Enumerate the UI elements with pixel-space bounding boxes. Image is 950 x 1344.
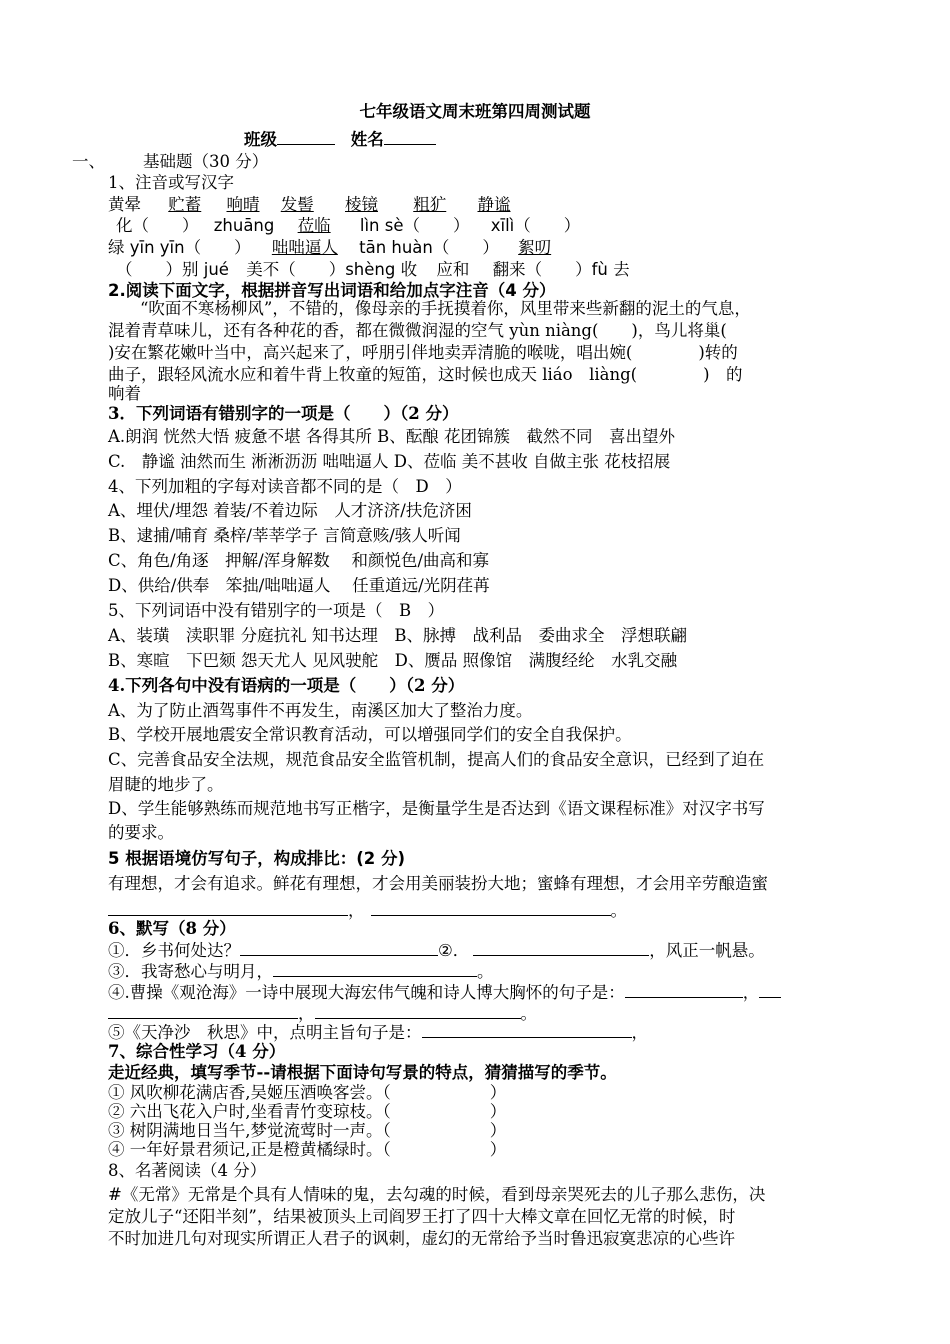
- part1-heading: 基础题（30 分）: [143, 152, 269, 171]
- q1-item: zhuāng: [213, 216, 275, 235]
- q8-line: 定放儿子“还阳半刻”，结果被顶头上司阎罗王打了四十大棒文章在回忆无常的时候，时: [108, 1207, 736, 1226]
- q4b-option: D、学生能够熟练而规范地书写正楷字，是衡量学生是否达到《语文课程标准》对汉字书写: [108, 799, 765, 818]
- q1-word: 发髻: [280, 195, 314, 214]
- q5b-line: 有理想，才会有追求。鲜花有理想，才会用美丽装扮大地；蜜蜂有理想，才会用辛劳酿造蜜: [108, 874, 768, 893]
- q1-word: 棱镜: [345, 195, 378, 214]
- q4b-option: 眉睫的地步了。: [108, 775, 224, 794]
- q6-text: 。: [520, 1004, 537, 1023]
- q4b-heading: 4.下列各句中没有语病的一项是（ ）（2 分）: [108, 676, 465, 695]
- q2-heading: 2.阅读下面文字，根据拼音写出词语和给加点字注音（4 分）: [108, 281, 556, 300]
- q6-blank[interactable]: [240, 938, 438, 956]
- q6-blank[interactable]: [273, 959, 477, 977]
- q1-item: （ ）别 jué: [116, 260, 229, 279]
- q4a-option: C、角色/角逐 押解/浑身解数 和颜悦色/曲高和寡: [108, 551, 490, 570]
- q1-item: tān huàn（ ）: [359, 238, 499, 257]
- q7-subheading: 走近经典，填写季节--请根据下面诗句写景的特点，猜猜描写的季节。: [108, 1063, 617, 1082]
- q8-line: #《无常》无常是个具有人情味的鬼，去勾魂的时候，看到母亲哭死去的儿子那么悲伤，决: [108, 1185, 766, 1204]
- q6-blank[interactable]: [473, 938, 649, 956]
- q6-text: ⑤《天净沙 秋思》中，点明主旨句子是：: [108, 1023, 422, 1042]
- q6-blank[interactable]: [422, 1020, 632, 1038]
- q1-row4: [116, 259, 630, 281]
- q1-word: 贮蓄: [168, 195, 202, 214]
- q1-word: 响晴: [226, 195, 260, 214]
- class-label: 班级: [244, 130, 277, 149]
- q6-text: ，: [631, 1023, 648, 1042]
- q6-blank[interactable]: [759, 980, 781, 998]
- q5a-heading: 5、下列词语中没有错别字的一项是（ B ）: [108, 601, 445, 620]
- q6-text: ，: [298, 1004, 315, 1023]
- q1-item: 莅临: [297, 216, 331, 235]
- q6-text: ③．我寄愁心与明月，: [108, 962, 273, 981]
- q2-line: )安在繁花嫩叶当中，高兴起来了，呼朋引伴地卖弄清脆的喉咙，唱出婉( )转的: [108, 343, 738, 362]
- q1-heading: 1、注音或写汉字: [108, 173, 234, 192]
- q5b-heading: 5 根据语境仿写句子，构成排比：(2 分): [108, 849, 406, 868]
- q2-line: 曲子，跟轻风流水应和着牛背上牧童的短笛，这时候也成天 liáo liàng( ) 的: [108, 365, 743, 384]
- part1-number: 一、: [72, 152, 105, 171]
- q6-text: ，: [742, 983, 760, 1002]
- q2-line: 混着青草味儿，还有各种花的香，都在微微润湿的空气 yùn niàng( )，鸟儿将巢(: [108, 321, 727, 340]
- q1-item: lìn sè（ ）: [359, 216, 470, 235]
- q1-item: 咄咄逼人: [271, 238, 338, 257]
- q1-item: 翻来（ ）fù 去: [492, 260, 630, 279]
- q6-blank[interactable]: [315, 1001, 521, 1019]
- q4a-option: D、供给/供奉 笨拙/咄咄逼人 任重道远/光阴荏苒: [108, 576, 490, 595]
- q4b-option: 的要求。: [108, 823, 174, 842]
- q5b-blank-2[interactable]: [371, 898, 611, 916]
- q3-option-line: A.朗润 恍然大悟 疲惫不堪 各得其所 B、酝酿 花团锦簇 截然不同 喜出望外: [108, 427, 676, 446]
- q1-word: 静谧: [477, 195, 511, 214]
- q5b-blank-1[interactable]: [108, 898, 348, 916]
- name-label: 姓名: [350, 130, 384, 149]
- student-info-line: [244, 127, 436, 151]
- q1-word: 粗犷: [413, 195, 447, 214]
- q7-item: ③ 树阴满地日当午,梦觉流莺时一声。（ ）: [108, 1121, 507, 1140]
- q7-item: ② 六出飞花入户时,坐看青竹变琼枝。（ ）: [108, 1102, 507, 1121]
- name-field[interactable]: [384, 127, 436, 145]
- q6-text: ①．乡书何处达？: [108, 941, 240, 960]
- q6-text: ④.曹操《观沧海》一诗中展现大海宏伟气魄和诗人博大胸怀的句子是：: [108, 983, 625, 1002]
- q1-item: xīlì（ ）: [490, 216, 581, 235]
- q5b-sep: ，: [348, 901, 365, 920]
- q1-item: 绿 yīn yīn（ ）: [108, 238, 251, 257]
- q5b-end: 。: [610, 901, 627, 920]
- q6-heading: 6、默写（8 分）: [108, 919, 236, 938]
- q7-item: ① 风吹柳花满店香,吴姬压酒唤客尝。（ ）: [108, 1083, 507, 1102]
- class-field[interactable]: [277, 127, 335, 145]
- q3-option-line: C. 静谧 油然而生 淅淅沥沥 咄咄逼人 D、莅临 美不甚收 自做主张 花枝招展: [108, 452, 671, 471]
- q8-line: 不时加进几句对现实所谓正人君子的讽刺，虚幻的无常给予当时鲁迅寂寞悲凉的心些许: [108, 1229, 735, 1248]
- q2-line: 响着: [108, 384, 141, 403]
- q1-item: 美不（ ）shèng 收: [246, 260, 418, 279]
- q8-heading: 8、名著阅读（4 分）: [108, 1161, 267, 1180]
- q6-blank[interactable]: [108, 1001, 298, 1019]
- q3-heading: 3．下列词语有错别字的一项是（ ）（2 分）: [108, 404, 459, 423]
- q4a-option: A、埋伏/埋怨 着装/不着边际 人才济济/扶危济困: [108, 501, 472, 520]
- q5a-option: B、寒暄 下巴颏 怨天尤人 见风驶舵 D、赝品 照像馆 满腹经纶 水乳交融: [108, 651, 678, 670]
- page-title: 七年级语文周末班第四周测试题: [359, 102, 591, 121]
- q1-row1: [108, 194, 511, 216]
- q4b-option: B、学校开展地震安全常识教育活动，可以增强同学们的安全自我保护。: [108, 725, 632, 744]
- q7-heading: 7、综合性学习（4 分）: [108, 1042, 286, 1061]
- q6-text: ②．: [438, 941, 470, 960]
- q1-item: 应和: [436, 260, 470, 279]
- q1-row2: [116, 215, 580, 237]
- q4a-heading: 4、下列加粗的字每对读音都不同的是（ D ）: [108, 477, 462, 496]
- q6-blank[interactable]: [625, 980, 743, 998]
- q4b-option: A、为了防止酒驾事件不再发生，南溪区加大了整治力度。: [108, 701, 533, 720]
- q2-line: “吹面不寒杨柳风”，不错的，像母亲的手抚摸着你，风里带来些新翻的泥土的气息，: [140, 299, 751, 318]
- q5a-option: A、装璜 渎职罪 分庭抗礼 知书达理 B、脉搏 战利品 委曲求全 浮想联翩: [108, 626, 688, 645]
- q1-item: 化（ ）: [116, 216, 199, 235]
- q4a-option: B、逮捕/哺育 桑梓/莘莘学子 言简意赅/骇人听闻: [108, 526, 461, 545]
- q1-row3: [108, 237, 551, 259]
- q4b-option: C、完善食品安全法规，规范食品安全监管机制，提高人们的食品安全意识，已经到了迫在: [108, 750, 765, 769]
- q6-text: ，风正一帆悬。: [649, 941, 765, 960]
- q6-text: 。: [477, 962, 494, 981]
- q1-word: 黄晕: [108, 195, 141, 214]
- q7-item: ④ 一年好景君须记,正是橙黄橘绿时。（ ）: [108, 1140, 507, 1159]
- q1-item: 絮叨: [518, 238, 552, 257]
